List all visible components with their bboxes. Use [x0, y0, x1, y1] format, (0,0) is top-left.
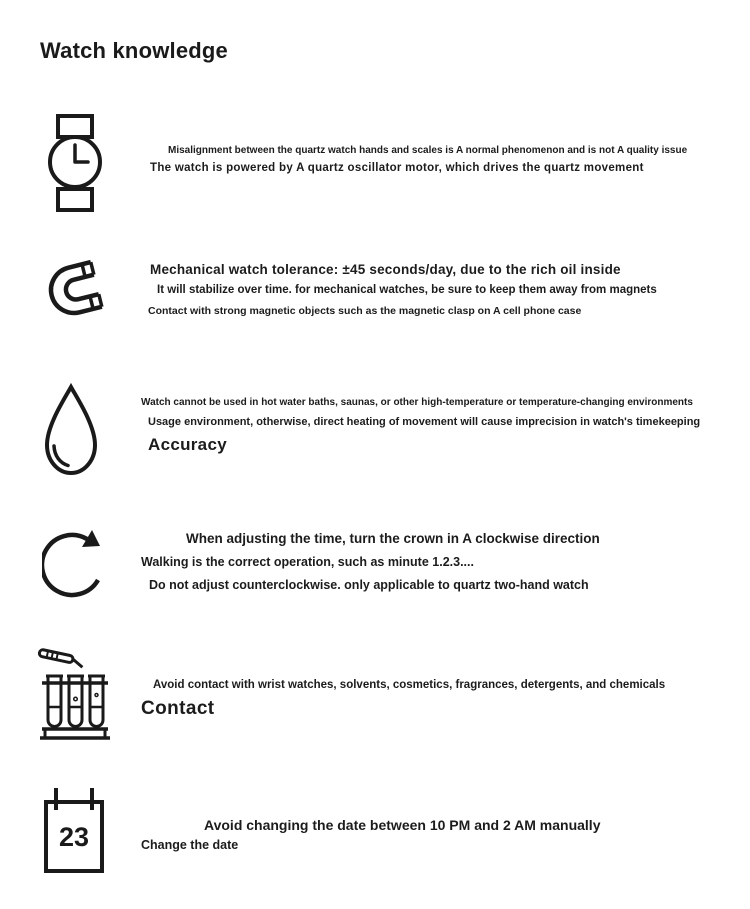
text-line: Contact with strong magnetic objects such as the magnetic clasp on A cell phone case — [148, 305, 582, 317]
calendar-day: 23 — [58, 822, 90, 852]
wristwatch-icon-svg — [44, 113, 106, 213]
text-line: Walking is the correct operation, such as minute 1.2.3.... — [141, 555, 474, 569]
section-heading: Change the date — [141, 838, 239, 852]
calendar-box — [44, 800, 104, 873]
calendar-icon — [44, 788, 104, 873]
water-drop-icon-svg — [42, 380, 100, 480]
water-drop-icon — [42, 380, 100, 485]
page-title: Watch knowledge — [40, 38, 228, 63]
text-line: It will stabilize over time. for mechanical watches, be sure to keep them away from magnets — [157, 284, 657, 296]
text-line: Avoid changing the date between 10 PM and 2 AM manually — [204, 817, 601, 833]
test-tubes-icon-svg — [38, 645, 112, 745]
text-line: Do not adjust counterclockwise. only applicable to quartz two-hand watch — [149, 578, 589, 592]
text-line: The watch is powered by A quartz oscillator motor, which drives the quartz movement — [150, 162, 644, 174]
text-line: Watch cannot be used in hot water baths, saunas, or other high-temperature or temperature-changing environments — [141, 397, 693, 408]
section-text — [138, 679, 665, 720]
text-line: When adjusting the time, turn the crown in A clockwise direction — [186, 531, 600, 546]
section-heading: Accuracy — [148, 435, 227, 454]
text-line: Avoid contact with wrist watches, solvents, cosmetics, fragrances, detergents, and chemicals — [153, 679, 666, 691]
magnet-icon — [44, 258, 106, 329]
text-line: Mechanical watch tolerance: ±45 seconds/day, due to the rich oil inside — [150, 262, 621, 277]
section-text — [138, 817, 600, 852]
clockwise-arrow-icon — [42, 518, 106, 607]
magnet-icon-svg — [44, 258, 106, 324]
wristwatch-icon — [44, 113, 106, 218]
text-line: Usage environment, otherwise, direct heating of movement will cause imprecision in watch's timekeeping — [148, 416, 701, 428]
section-text — [138, 531, 600, 592]
section-text — [138, 397, 700, 455]
section-heading: Contact — [141, 698, 215, 719]
text-line: Misalignment between the quartz watch hands and scales is A normal phenomenon and is not A quality issue — [168, 145, 688, 156]
section-text — [138, 145, 687, 174]
section-text — [138, 262, 657, 317]
test-tubes-icon — [38, 645, 112, 750]
clockwise-arrow-icon-svg — [42, 518, 106, 602]
